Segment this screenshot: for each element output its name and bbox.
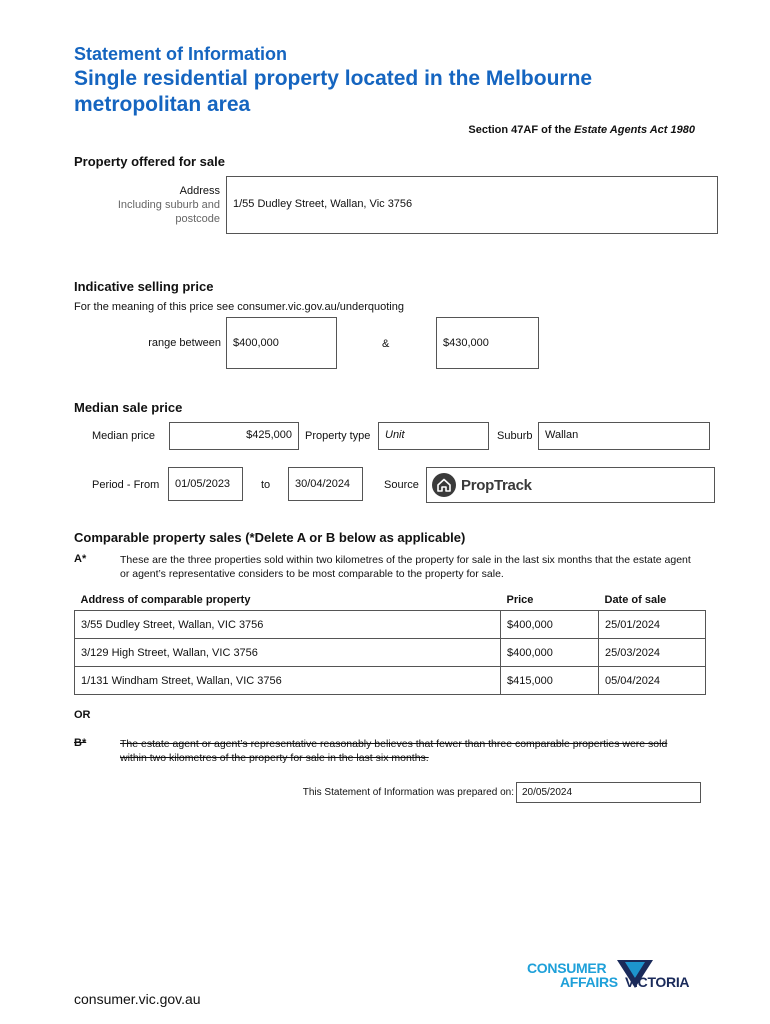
price-high-field[interactable]: $430,000: [436, 317, 539, 369]
proptrack-house-icon: [431, 472, 457, 498]
column-header-date: Date of sale: [604, 594, 667, 606]
property-type-field[interactable]: Unit: [378, 422, 489, 450]
comparable-table: [74, 592, 706, 695]
table-row: [75, 611, 706, 639]
consumer-affairs-victoria-logo: [527, 958, 707, 994]
document-title: Single residential property located in the Melbourne metropolitan area: [74, 67, 593, 116]
address-label-main: Address: [179, 185, 220, 197]
suburb-field[interactable]: Wallan: [538, 422, 710, 450]
period-from-label: Period - From: [92, 479, 160, 491]
source-label: Source: [384, 479, 419, 491]
period-to-label: to: [261, 479, 271, 491]
suburb-label: Suburb: [497, 430, 533, 442]
logo-consumer-text: CONSUMER: [527, 960, 607, 976]
table-row: [75, 639, 706, 667]
option-b-text: The estate agent or agent’s representative reasonably believes that fewer than three comparable properties were sold within two kilometres of the property for sale in the last six months.: [120, 738, 668, 764]
comparable-date[interactable]: 05/04/2024: [599, 667, 706, 695]
footer-url[interactable]: consumer.vic.gov.au: [74, 991, 201, 1007]
period-from-field[interactable]: 01/05/2023: [168, 467, 243, 501]
comparable-price[interactable]: $400,000: [501, 639, 599, 667]
indicative-heading: Indicative selling price: [74, 279, 214, 294]
address-label-sub-2: postcode: [175, 213, 220, 225]
comparable-date[interactable]: 25/03/2024: [599, 639, 706, 667]
price-low-field[interactable]: $400,000: [226, 317, 337, 369]
period-to-field[interactable]: 30/04/2024: [288, 467, 363, 501]
source-field[interactable]: [426, 467, 715, 503]
property-heading: Property offered for sale: [74, 154, 225, 169]
logo-victoria-text: VICTORIA: [625, 974, 690, 990]
act-reference-prefix: Section 47AF of the: [468, 124, 575, 136]
proptrack-logo-text: PropTrack: [461, 476, 532, 494]
prepared-on-field[interactable]: 20/05/2024: [516, 782, 701, 803]
comparable-price[interactable]: $400,000: [501, 611, 599, 639]
act-reference: [468, 124, 695, 136]
address-field[interactable]: 1/55 Dudley Street, Wallan, Vic 3756: [226, 176, 718, 234]
or-label: OR: [74, 709, 91, 721]
median-heading: Median sale price: [74, 400, 183, 415]
option-a-text: These are the three properties sold within two kilometres of the property for sale in the last six months that the estate agent or agent’s representative considers to be most comparable to the property for sale.: [120, 554, 691, 580]
underquoting-note: For the meaning of this price see consumer.vic.gov.au/underquoting: [74, 301, 404, 313]
range-label: range between: [148, 337, 221, 349]
document-kicker: Statement of Information: [74, 44, 288, 64]
act-name: Estate Agents Act 1980: [574, 124, 695, 136]
comparable-address[interactable]: 1/131 Windham Street, Wallan, VIC 3756: [75, 667, 501, 695]
range-ampersand: &: [382, 338, 390, 350]
prepared-on-label: This Statement of Information was prepared on:: [302, 787, 514, 798]
logo-affairs-text: AFFAIRS: [560, 974, 618, 990]
comparable-date[interactable]: 25/01/2024: [599, 611, 706, 639]
property-type-label: Property type: [305, 430, 371, 442]
median-price-label: Median price: [92, 430, 155, 442]
comparable-price[interactable]: $415,000: [501, 667, 599, 695]
option-b-marker: B*: [74, 737, 87, 749]
proptrack-logo: [431, 472, 532, 498]
table-header-row: [75, 592, 706, 611]
option-a-marker: A*: [74, 553, 87, 565]
table-row: [75, 667, 706, 695]
address-label: [118, 184, 220, 226]
column-header-price: Price: [506, 594, 534, 606]
address-label-sub-1: Including suburb and: [117, 199, 220, 211]
comparable-address[interactable]: 3/55 Dudley Street, Wallan, VIC 3756: [75, 611, 501, 639]
comparable-address[interactable]: 3/129 High Street, Wallan, VIC 3756: [75, 639, 501, 667]
column-header-address: Address of comparable property: [80, 594, 251, 606]
median-price-field[interactable]: $425,000: [169, 422, 299, 450]
comparable-heading: Comparable property sales (*Delete A or B below as applicable): [74, 530, 466, 545]
